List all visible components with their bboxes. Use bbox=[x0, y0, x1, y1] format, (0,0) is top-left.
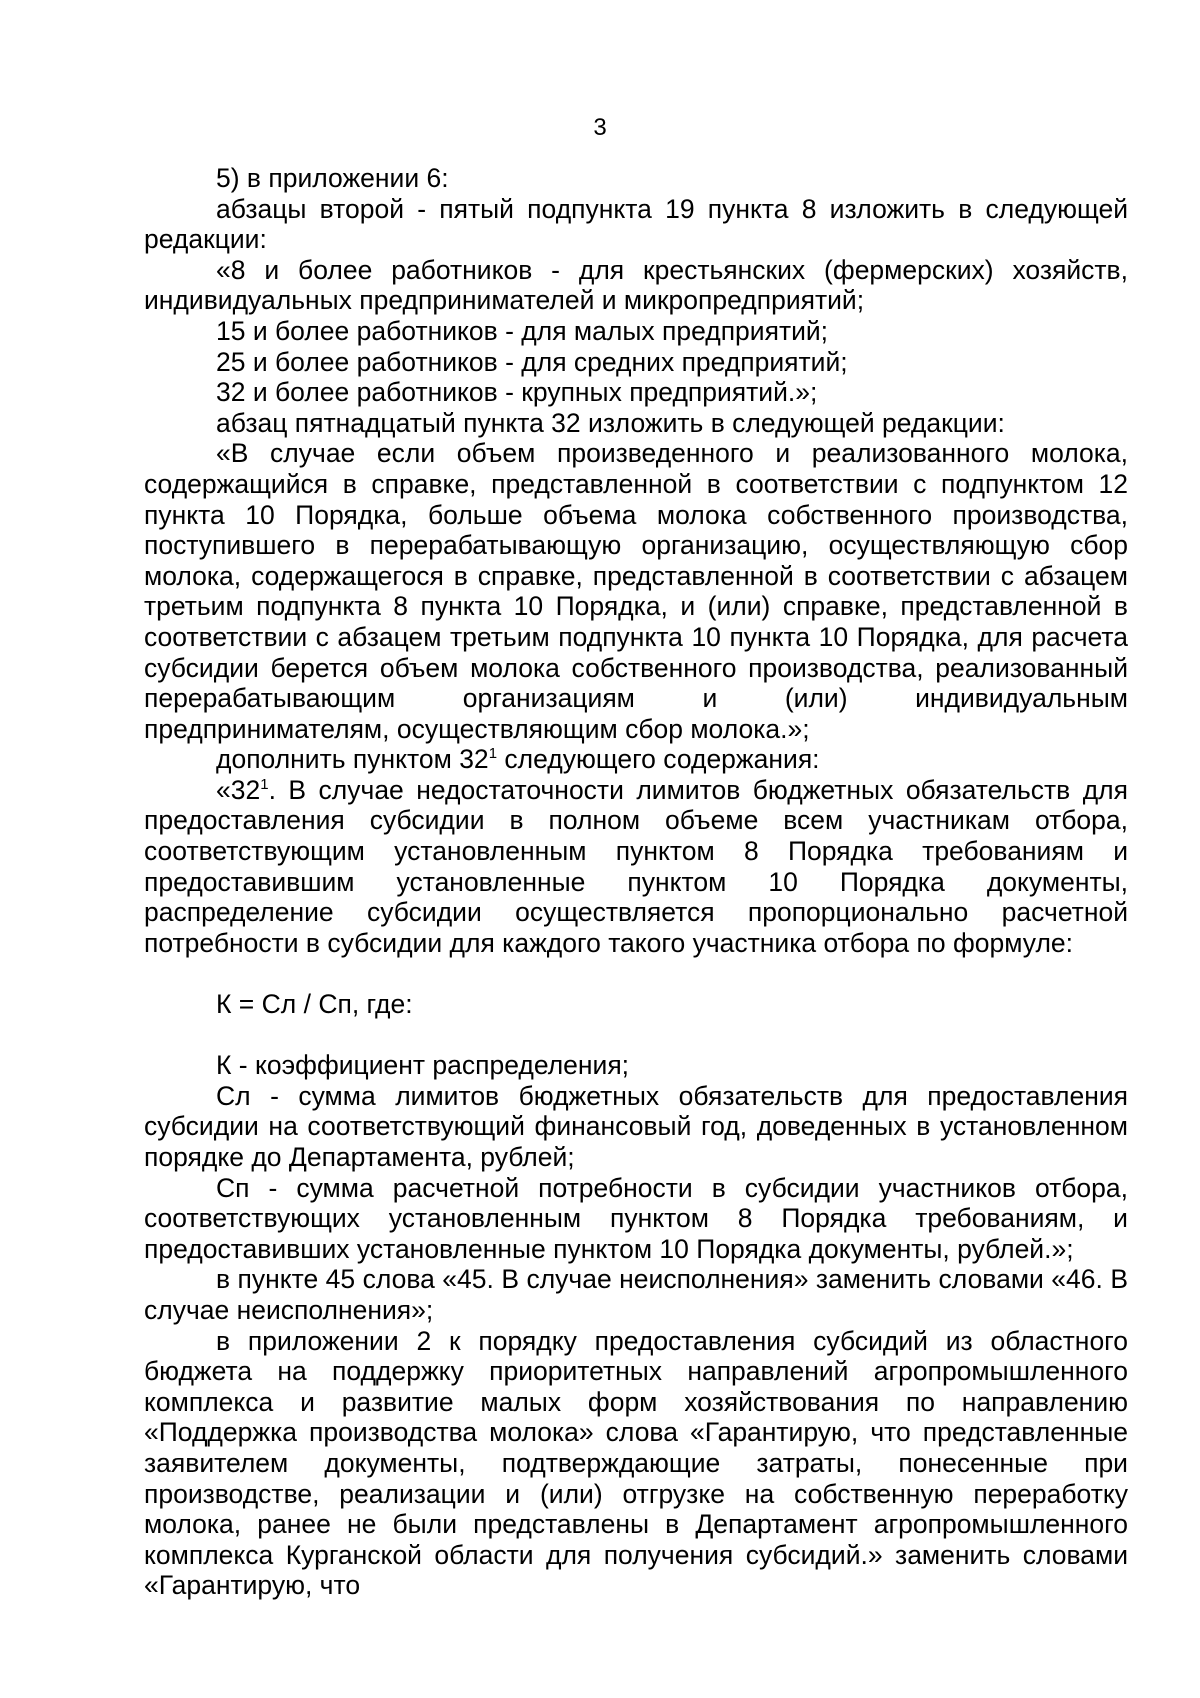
text-fragment: дополнить пунктом 32 bbox=[216, 744, 489, 775]
text-fragment: следующего содержания: bbox=[497, 744, 820, 775]
text-fragment: . В случае недостаточности лимитов бюджетных обязательств для предоставления субсидии в полном объеме всем участникам отбора, соответствующим установленным пунктом 8 Порядка требованиям и предоставившим установленные пунктом 10 Порядка документы, распределение субсидии осуществляется пропорционально расчетной потребности в субсидии для каждого такого участника отбора по формуле: bbox=[144, 774, 1128, 958]
paragraph-amend-point-32: абзац пятнадцатый пункта 32 изложить в следующей редакции: bbox=[216, 407, 1005, 438]
paragraph-amend-subpoint-19: абзацы второй - пятый подпункта 19 пункта 8 изложить в следующей редакции: bbox=[144, 193, 1128, 255]
superscript: 1 bbox=[260, 776, 269, 794]
paragraph-milk-volume: «В случае если объем произведенного и реализованного молока, содержащийся в справке, представленной в соответствии с подпунктом 12 пункта 10 Порядка, больше объема молока собственного производства, поступившего в перерабатывающую организацию, осуществляющую сбор молока, содержащегося в справке, представленной в соответствии с абзацем третьим подпункта 8 пункта 10 Порядка, и (или) справке, представленной в соответствии с абзацем третьим подпункта 10 пункта 10 Порядка, для расчета субсидии берется объем молока собственного производства, реализованный перерабатывающим организациям и (или) индивидуальным предпринимателям, осуществляющим сбор молока.»; bbox=[144, 438, 1128, 744]
definition-k: К - коэффициент распределения; bbox=[216, 1050, 630, 1081]
paragraph-appendix-2: в приложении 2 к порядку предоставления субсидий из областного бюджета на поддержку приоритетных направлений агропромышленного комплекса и развитие малых форм хозяйствования по направлению «Поддержка производства молока» слова «Гарантирую, что представленные заявителем документы, подтверждающие затраты, понесенные при производстве, реализации и (или) отгрузке на собственную переработку молока, ранее не были представлены в Департамент агропромышленного комплекса Курганской области для получения субсидий.» заменить словами «Гарантирую, что bbox=[144, 1325, 1128, 1601]
formula: К = Сл / Сп, где: bbox=[216, 989, 413, 1020]
paragraph-workers-25: 25 и более работников - для средних предприятий; bbox=[216, 346, 848, 377]
paragraph-point-45: в пункте 45 слова «45. В случае неисполнения» заменить словами «46. В случае неисполнения»; bbox=[144, 1264, 1128, 1325]
paragraph-workers-15: 15 и более работников - для малых предприятий; bbox=[216, 315, 829, 346]
definition-sl: Сл - сумма лимитов бюджетных обязательств для предоставления субсидии на соответствующий финансовый год, доведенных в установленном порядке до Департамента, рублей; bbox=[144, 1080, 1128, 1172]
text-fragment: «32 bbox=[216, 774, 261, 805]
superscript: 1 bbox=[488, 745, 498, 763]
paragraph-add-point-32-1 bbox=[144, 744, 1128, 775]
paragraph-appendix-6: 5) в приложении 6: bbox=[216, 163, 449, 193]
paragraph-workers-32: 32 и более работников - крупных предприятий.»; bbox=[216, 377, 818, 408]
document-body bbox=[144, 163, 1128, 1601]
page-number: 3 bbox=[593, 114, 607, 141]
definition-sp: Сп - сумма расчетной потребности в субсидии участников отбора, соответствующих установленным пунктом 8 Порядка требованиям, и предоставивших установленные пунктом 10 Порядка документы, рублей.»; bbox=[144, 1172, 1128, 1264]
paragraph-workers-8: «8 и более работников - для крестьянских (фермерских) хозяйств, индивидуальных предпринимателей и микропредприятий; bbox=[144, 254, 1128, 316]
paragraph-point-32-1 bbox=[144, 775, 1128, 959]
